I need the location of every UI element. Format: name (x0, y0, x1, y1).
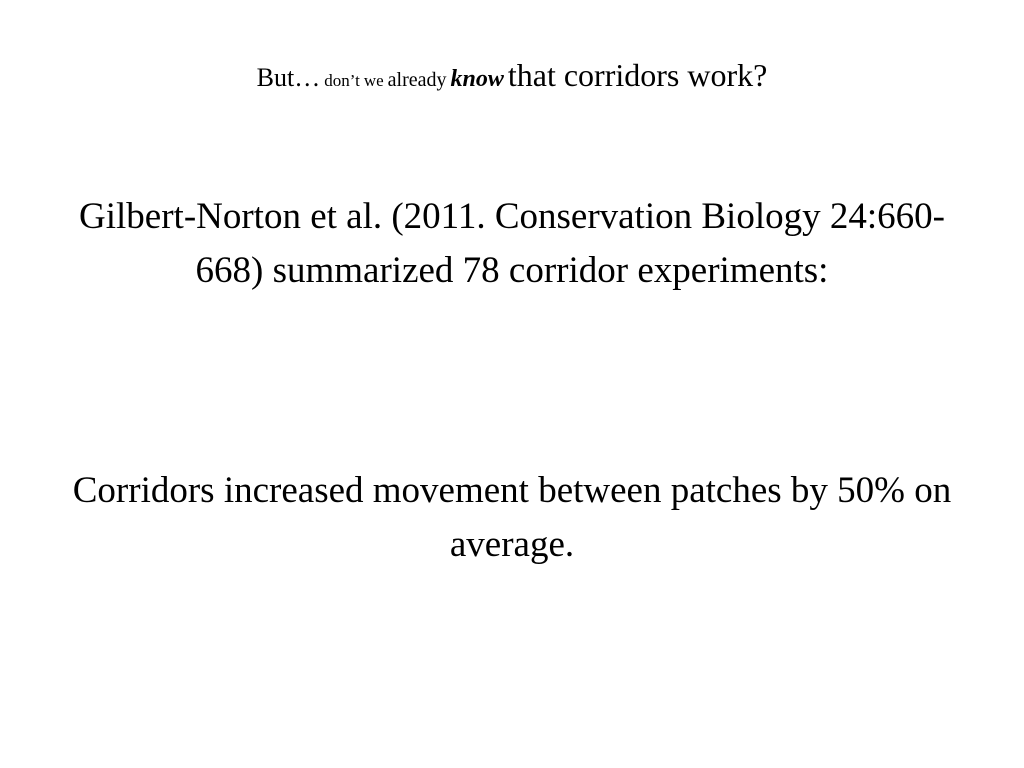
slide-title (0, 58, 1024, 93)
title-dont: don’t (324, 71, 360, 90)
title-already: already (387, 69, 447, 91)
title-know: know (450, 66, 504, 92)
title-we: we (363, 71, 384, 90)
finding-paragraph: Corridors increased movement between patches by 50% on average. (72, 470, 952, 565)
title-rest: that corridors work? (507, 57, 768, 93)
citation-paragraph: Gilbert-Norton et al. (2011. Conservation Biology 24:660-668) summarized 78 corridor experiments: (79, 196, 945, 291)
title-but: But… (256, 63, 321, 92)
